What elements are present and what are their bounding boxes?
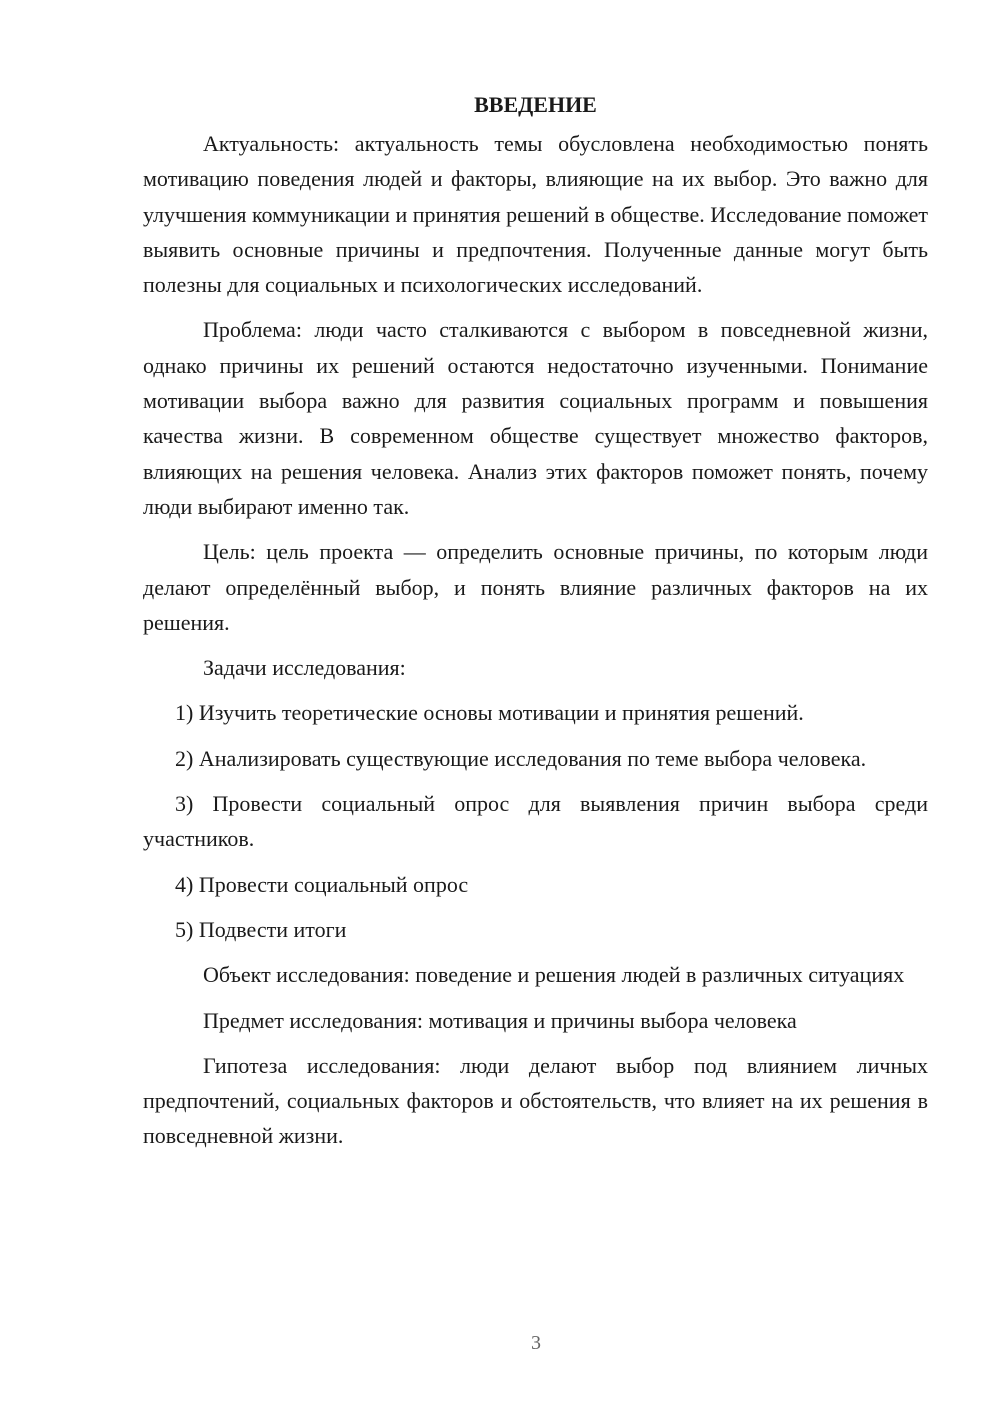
subject-paragraph: Предмет исследования: мотивация и причины выбора человека bbox=[203, 1007, 797, 1033]
problem-paragraph: Проблема: люди часто сталкиваются с выбором в повседневной жизни, однако причины их решений остаются недостаточно изученными. Понимание мотивации выбора важно для развития социальных программ и повышения качества жизни. В современном обществе существует множество факторов, влияющих на решения человека. Анализ этих факторов поможет понять, почему люди выбирают именно так. bbox=[143, 317, 928, 519]
task-item-3: 3) Провести социальный опрос для выявления причин выбора среди участников. bbox=[143, 791, 928, 852]
document-page bbox=[143, 90, 928, 1164]
task-item-5: 5) Подвести итоги bbox=[175, 916, 347, 942]
object-paragraph: Объект исследования: поведение и решения людей в различных ситуациях bbox=[203, 962, 905, 988]
section-title: ВВЕДЕНИЕ bbox=[474, 92, 597, 117]
page-number: 3 bbox=[531, 1332, 541, 1354]
hypothesis-paragraph: Гипотеза исследования: люди делают выбор под влиянием личных предпочтений, социальных факторов и обстоятельств, что влияет на их решения в повседневной жизни. bbox=[143, 1052, 928, 1149]
tasks-heading: Задачи исследования: bbox=[203, 655, 406, 681]
goal-paragraph: Цель: цель проекта — определить основные причины, по которым люди делают определённый выбор, и понять влияние различных факторов на их решения. bbox=[143, 539, 928, 635]
task-item-1: 1) Изучить теоретические основы мотивации и принятия решений. bbox=[175, 700, 804, 726]
task-item-4: 4) Провести социальный опрос bbox=[175, 871, 469, 897]
task-item-2: 2) Анализировать существующие исследования по теме выбора человека. bbox=[175, 745, 867, 771]
relevance-paragraph: Актуальность: актуальность темы обусловлена необходимостью понять мотивацию поведения людей и факторы, влияющие на их выбор. Это важно для улучшения коммуникации и принятия решений в обществе. Исследование поможет выявить основные причины и предпочтения. Полученные данные могут быть полезны для социальных и психологических исследований. bbox=[143, 131, 928, 298]
